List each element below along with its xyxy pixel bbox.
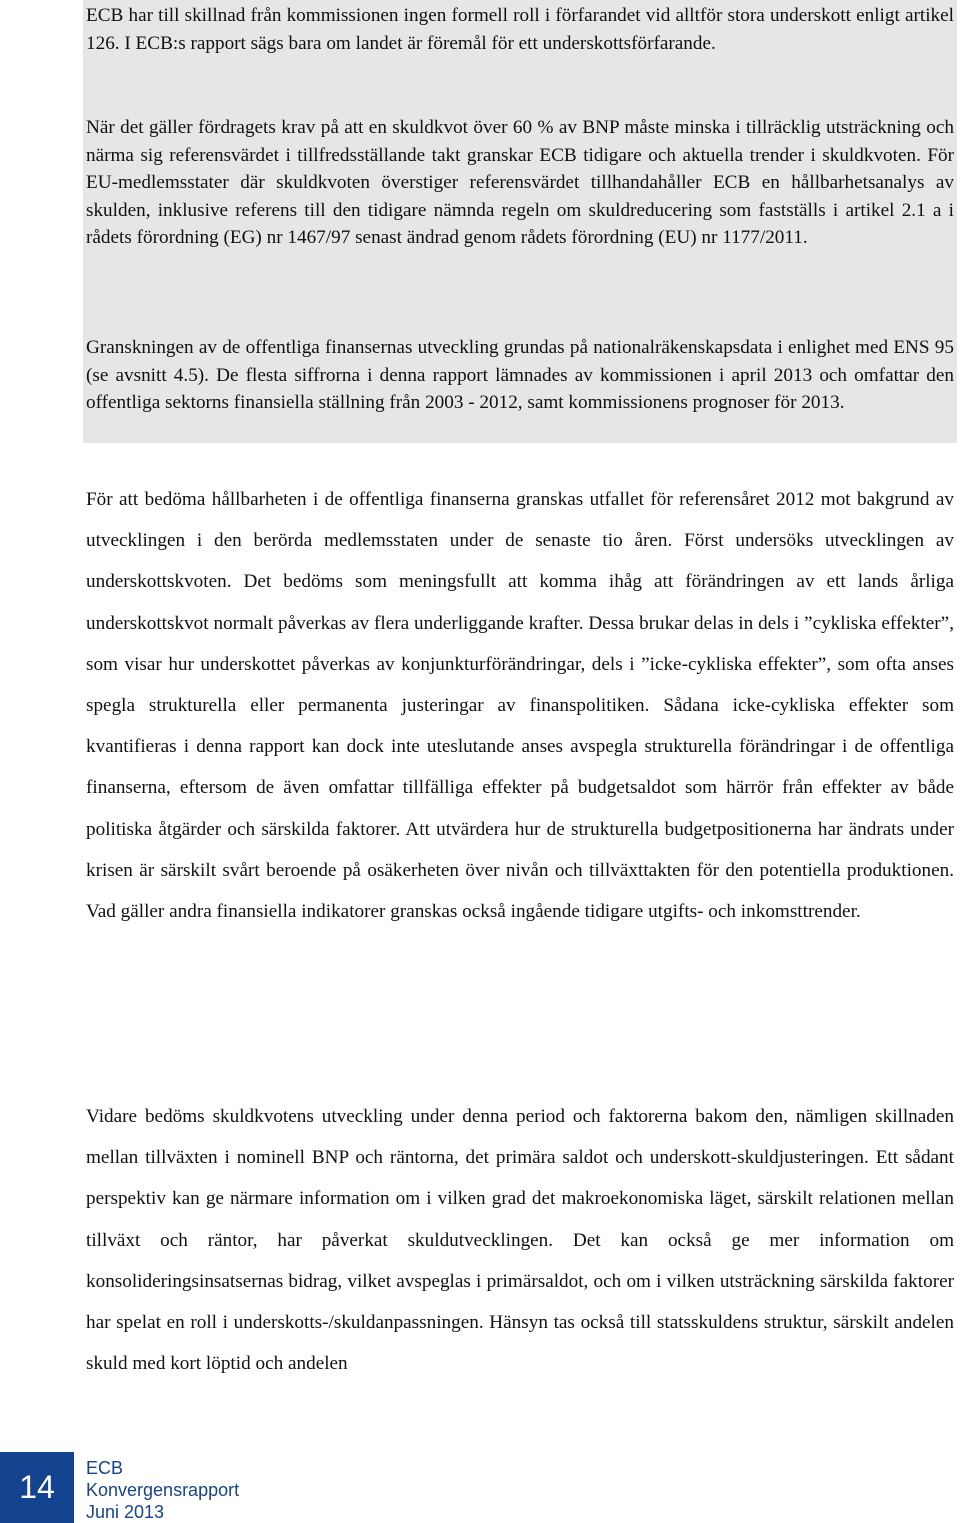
page-number: 14 — [19, 1469, 55, 1505]
footer — [86, 1457, 239, 1523]
footer-date: Juni 2013 — [86, 1502, 165, 1522]
paragraph-national-accounts: Granskningen av de offentliga finansernas utveckling grundas på nationalräkenskapsdata i enlighet med ENS 95 (se avsnitt 4.5). De flesta siffrorna i denna rapport lämnades av kommissionen i april 2013 och omfattar den offentliga sektorns finansiella ställning från 2003 - 2012, samt kommissionens prognoser för 2013. — [86, 337, 954, 413]
footer-publisher: ECB — [86, 1458, 124, 1478]
paragraph-debt-ratio: När det gäller fördragets krav på att en skuldkvot över 60 % av BNP måste minska i tillräcklig utsträckning och närma sig referensvärdet i tillfredsställande takt granskar ECB tidigare och aktuella trender i skuldkvoten. För EU-medlemsstater där skuldkvoten överstiger referensvärdet tillhandahåller ECB en hållbarhetsanalys av skulden, inklusive referens till den tidigare nämnda regeln om skuldreducering som fastställs i artikel 2.1 a i rådets förordning (EG) nr 1467/97 senast ändrad genom rådets förordning (EU) nr 1177/2011. — [86, 117, 954, 248]
page-number-box — [0, 1452, 74, 1523]
paragraph-debt-development: Vidare bedöms skuldkvotens utveckling under denna period och faktorerna bakom den, nämligen skillnaden mellan tillväxten i nominell BNP och räntorna, det primära saldot och underskott-skuldjusteringen. Ett sådant perspektiv kan ge närmare information om i vilken grad det makroekonomiska läget, särskilt relationen mellan tillväxt och räntor, har påverkat skuldutvecklingen. Det kan också ge mer information om konsolideringsinsatsernas bidrag, vilket avspeglas i primärsaldot, och om i vilken utsträckning särskilda faktorer har spelat en roll i underskotts-/skuldanpassningen. Hänsyn tas också till statsskuldens struktur, särskilt andelen skuld med kort löptid och andelen — [86, 1106, 954, 1375]
paragraph-sustainability: För att bedöma hållbarheten i de offentliga finanserna granskas utfallet för referensåret 2012 mot bakgrund av utvecklingen i den berörda medlemsstaten under de senaste tio åren. Först undersöks utvecklingen av underskottskvoten. Det bedöms som meningsfullt att komma ihåg att förändringen av ett lands årliga underskottskvot normalt påverkas av flera underliggande krafter. Dessa brukar delas in dels i ”cykliska effekter”, som visar hur underskottet påverkas av konjunkturförändringar, dels i ”icke-cykliska effekter”, som ofta anses spegla strukturella eller permanenta justeringar av finanspolitiken. Sådana icke-cykliska effekter som kvantifieras i denna rapport kan dock inte uteslutande anses avspegla strukturella förändringar i de offentliga finanserna, eftersom de även omfattar tillfälliga effekter på budgetsaldot som härrör från effekter av både politiska åtgärder och särskilda faktorer. Att utvärdera hur de strukturella budgetpositionerna har ändrats under krisen är särskilt svårt beroende på osäkerheten över nivån och tillväxttakten för den potentiella produktionen. Vad gäller andra finansiella indikatorer granskas också ingående tidigare utgifts- och inkomsttrender. — [86, 489, 954, 923]
footer-report-title: Konvergensrapport — [86, 1480, 240, 1500]
paragraph-ecb-role: ECB har till skillnad från kommissionen ingen formell roll i förfarandet vid alltför stora underskott enligt artikel 126. I ECB:s rapport sägs bara om landet är föremål för ett underskottsförfarande. — [86, 5, 954, 54]
